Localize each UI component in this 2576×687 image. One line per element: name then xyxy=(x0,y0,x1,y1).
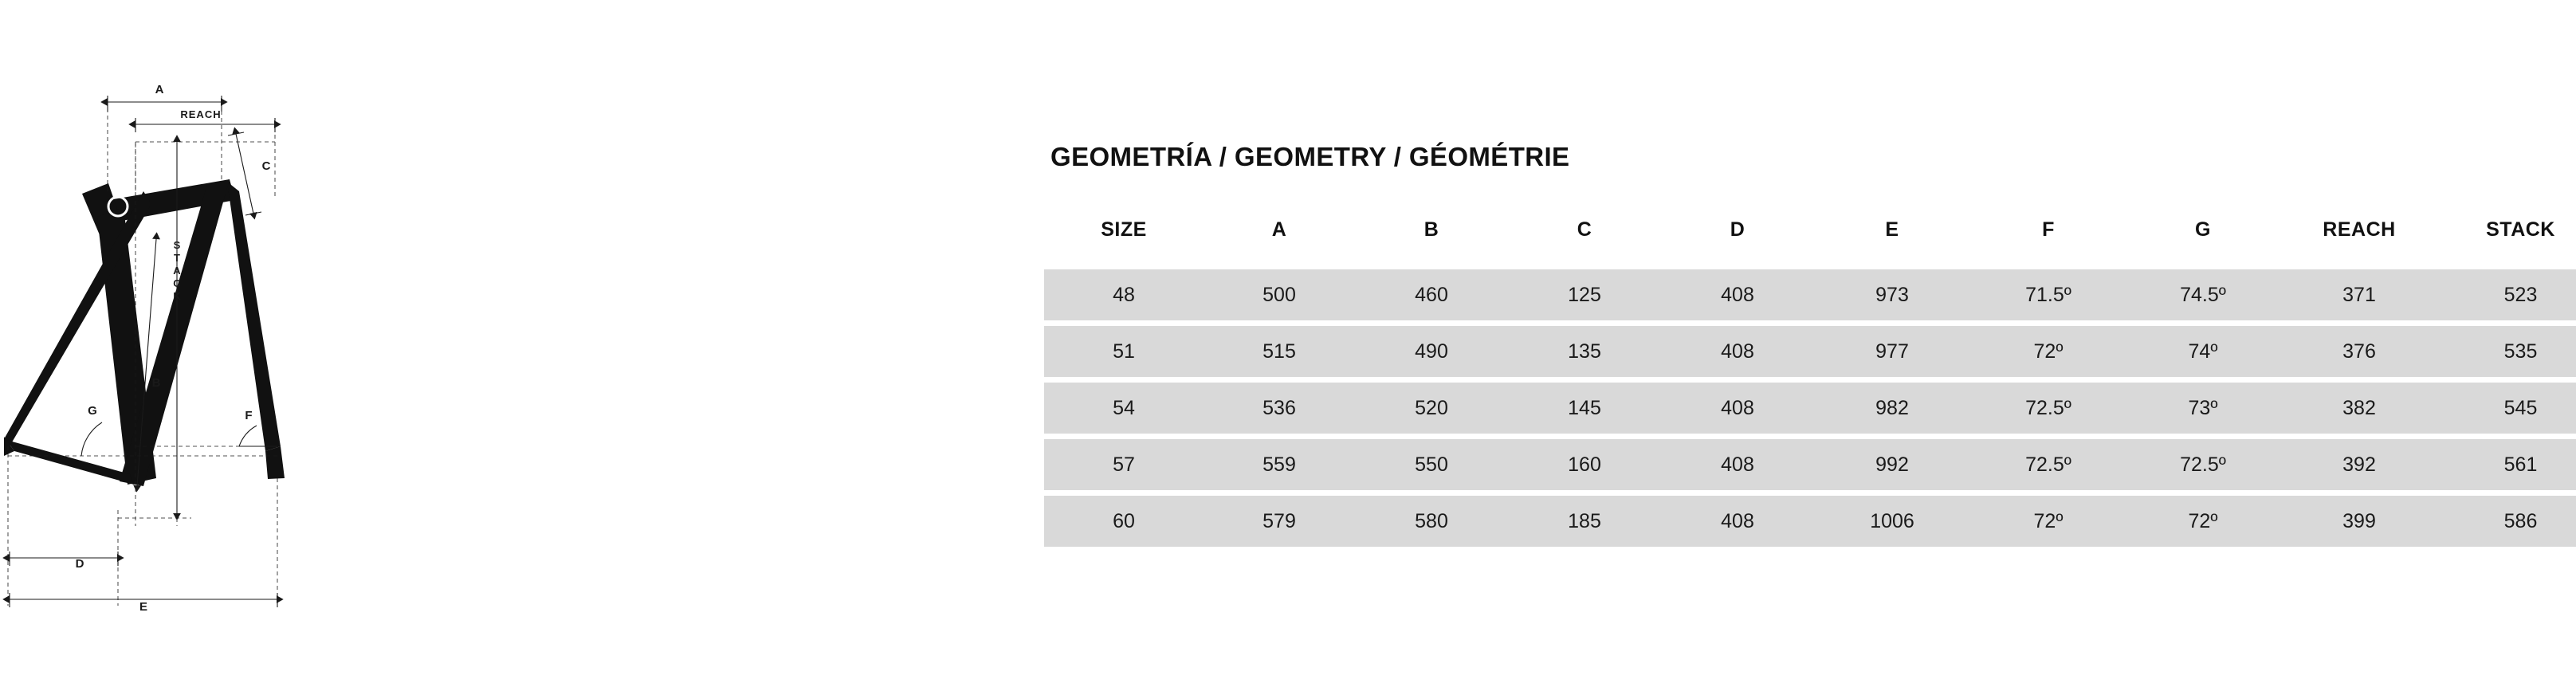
cell-f: 71.5º xyxy=(1970,267,2126,324)
cell-reach: 392 xyxy=(2280,437,2439,493)
cell-f: 72º xyxy=(1970,493,2126,550)
cell-stack: 561 xyxy=(2439,437,2576,493)
diagram-label-e: E xyxy=(139,600,148,614)
cell-e: 992 xyxy=(1814,437,1970,493)
cell-b: 550 xyxy=(1355,437,1508,493)
table-row xyxy=(1044,267,2576,324)
cell-b: 520 xyxy=(1355,380,1508,437)
diagram-label-a: A xyxy=(155,83,164,96)
header-e: E xyxy=(1885,218,1899,241)
cell-size: 60 xyxy=(1044,493,1204,550)
cell-f: 72.5º xyxy=(1970,380,2126,437)
cell-g: 74.5º xyxy=(2126,267,2280,324)
cell-size: 54 xyxy=(1044,380,1204,437)
cell-c: 185 xyxy=(1508,493,1661,550)
geometry-table-title: GEOMETRÍA / GEOMETRY / GÉOMÉTRIE xyxy=(1050,142,1570,171)
cell-g: 73º xyxy=(2126,380,2280,437)
cell-reach: 399 xyxy=(2280,493,2439,550)
cell-c: 160 xyxy=(1508,437,1661,493)
cell-c: 125 xyxy=(1508,267,1661,324)
cell-reach: 376 xyxy=(2280,324,2439,380)
cell-c: 145 xyxy=(1508,380,1661,437)
cell-e: 973 xyxy=(1814,267,1970,324)
header-a: A xyxy=(1271,218,1287,241)
diagram-label-g: G xyxy=(88,404,97,418)
diagram-label-d: D xyxy=(75,557,84,571)
cell-a: 500 xyxy=(1204,267,1355,324)
header-g: G xyxy=(2195,218,2211,241)
cell-d: 408 xyxy=(1661,493,1814,550)
cell-d: 408 xyxy=(1661,437,1814,493)
diagram-label-stack xyxy=(173,239,181,302)
diagram-label-reach: REACH xyxy=(180,108,222,120)
frame-geometry-diagram xyxy=(0,0,1028,687)
cell-e: 982 xyxy=(1814,380,1970,437)
diagram-label-c: C xyxy=(261,159,271,173)
frame-silhouette xyxy=(4,179,285,486)
cell-d: 408 xyxy=(1661,267,1814,324)
cell-d: 408 xyxy=(1661,324,1814,380)
header-b: B xyxy=(1423,218,1439,241)
cell-g: 72º xyxy=(2126,493,2280,550)
header-d: D xyxy=(1730,218,1745,241)
cell-reach: 371 xyxy=(2280,267,2439,324)
cell-g: 74º xyxy=(2126,324,2280,380)
header-stack: STACK xyxy=(2486,218,2555,241)
cell-stack: 535 xyxy=(2439,324,2576,380)
table-row xyxy=(1044,324,2576,380)
svg-text:K: K xyxy=(173,290,181,302)
cell-stack: 586 xyxy=(2439,493,2576,550)
diagram-label-b: B xyxy=(151,376,161,390)
svg-text:S: S xyxy=(173,239,181,251)
cell-e: 977 xyxy=(1814,324,1970,380)
table-row xyxy=(1044,380,2576,437)
table-row xyxy=(1044,493,2576,550)
cell-d: 408 xyxy=(1661,380,1814,437)
cell-size: 48 xyxy=(1044,267,1204,324)
table-header-row xyxy=(1044,218,2576,267)
svg-text:C: C xyxy=(173,277,181,289)
header-reach: REACH xyxy=(2323,218,2396,241)
header-c: C xyxy=(1577,218,1592,241)
cell-a: 559 xyxy=(1204,437,1355,493)
header-f: F xyxy=(2042,218,2055,241)
geometry-table-panel xyxy=(1044,142,2558,552)
dimension-lines xyxy=(8,96,277,607)
diagram-label-f: F xyxy=(245,409,253,422)
cell-size: 51 xyxy=(1044,324,1204,380)
cell-a: 579 xyxy=(1204,493,1355,550)
cell-stack: 523 xyxy=(2439,267,2576,324)
cell-reach: 382 xyxy=(2280,380,2439,437)
cell-a: 536 xyxy=(1204,380,1355,437)
cell-b: 490 xyxy=(1355,324,1508,380)
cell-c: 135 xyxy=(1508,324,1661,380)
cell-e: 1006 xyxy=(1814,493,1970,550)
cell-stack: 545 xyxy=(2439,380,2576,437)
cell-b: 460 xyxy=(1355,267,1508,324)
svg-text:A: A xyxy=(173,265,181,277)
svg-text:T: T xyxy=(174,252,180,264)
header-size: SIZE xyxy=(1101,218,1147,241)
cell-b: 580 xyxy=(1355,493,1508,550)
cell-f: 72.5º xyxy=(1970,437,2126,493)
table-row xyxy=(1044,437,2576,493)
cell-a: 515 xyxy=(1204,324,1355,380)
geometry-table xyxy=(1044,218,2576,552)
cell-f: 72º xyxy=(1970,324,2126,380)
cell-size: 57 xyxy=(1044,437,1204,493)
cell-g: 72.5º xyxy=(2126,437,2280,493)
